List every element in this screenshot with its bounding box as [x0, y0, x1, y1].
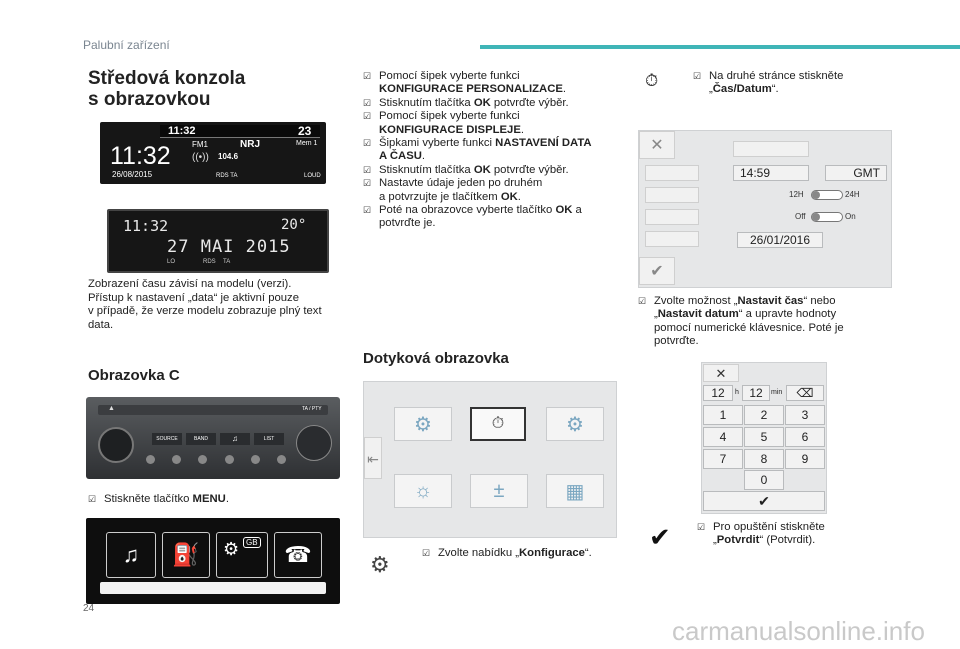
key-8[interactable]: 8	[744, 449, 784, 469]
segment-rds: RDS	[203, 259, 216, 265]
label-off: Off	[795, 212, 806, 221]
section-title: Palubní zařízení	[83, 38, 170, 52]
gmt-button[interactable]: GMT	[825, 165, 887, 181]
key-9[interactable]: 9	[785, 449, 825, 469]
source-button[interactable]: SOURCE	[152, 433, 182, 445]
hours-field[interactable]: 12	[703, 385, 733, 401]
close-icon[interactable]: ✕	[703, 364, 739, 382]
back-icon[interactable]: ⇤	[364, 437, 382, 479]
segment-date: 27 MAI 2015	[167, 237, 291, 257]
band-button[interactable]: BAND	[186, 433, 216, 445]
time-date-symbol-icon: ⏱	[645, 71, 659, 90]
screen-c-title: Obrazovka C	[88, 367, 180, 384]
numeric-keypad-screen	[701, 362, 827, 514]
loud: LOUD	[304, 173, 321, 179]
frequency: 104.6	[218, 152, 239, 161]
units-icon[interactable]: ±	[470, 474, 528, 508]
fuel-icon[interactable]: ⛽	[162, 532, 210, 578]
touch-config-screen	[363, 381, 617, 538]
checkmark-icon: ✔	[649, 522, 671, 552]
signal-icon: ((•))	[192, 152, 209, 163]
minutes-unit: min	[771, 389, 783, 396]
date-field[interactable]: 26/01/2016	[737, 232, 823, 248]
display-brightness-icon[interactable]: ☼	[394, 474, 452, 508]
label-on: On	[845, 212, 856, 221]
hours-unit: h	[735, 389, 739, 396]
display-radio-clock	[100, 122, 326, 184]
touch-title: Dotyková obrazovka	[363, 350, 509, 367]
top-field[interactable]	[733, 141, 809, 157]
key-1[interactable]: 1	[703, 405, 743, 425]
navigation-dial[interactable]	[296, 425, 332, 461]
clock-date: 26/08/2015	[112, 170, 153, 179]
confirm-step: ☑ Pro opuštění stiskněte „Potvrdit“ (Potvrdit).	[697, 521, 937, 548]
toggle-off-on[interactable]	[811, 212, 843, 222]
segment-ta: TA	[223, 259, 231, 265]
side-button-3[interactable]	[645, 209, 699, 225]
band: FM1	[192, 140, 208, 149]
confirm-check-icon[interactable]: ✔	[639, 257, 675, 285]
set-time-step: ☑ Zvolte možnost „Nastavit čas“ nebo „Nastavit datum“ a upravte hodnoty pomocí numerické klávesnice. Poté je potvrďte.	[638, 295, 888, 349]
label-12h: 12H	[789, 190, 804, 199]
key-3[interactable]: 3	[785, 405, 825, 425]
top-clock: 11:32	[168, 125, 196, 137]
music-button-icon[interactable]: ♫	[220, 433, 250, 445]
menu-step: ☑ Stiskněte tlačítko MENU.	[88, 493, 338, 506]
eject-icon[interactable]: ▲	[108, 405, 115, 412]
language-icon[interactable]: ⚙	[546, 407, 604, 441]
preset-buttons	[146, 455, 286, 465]
page-title: Středová konzola s obrazovkou	[88, 68, 246, 110]
side-button-1[interactable]	[645, 165, 699, 181]
config-menu-step: ☑ Zvolte nabídku „Konfigurace“.	[422, 547, 622, 560]
side-button-2[interactable]	[645, 187, 699, 203]
confirm-check-icon[interactable]: ✔	[703, 491, 825, 511]
menu-screen	[86, 518, 340, 604]
list-button[interactable]: LIST	[254, 433, 284, 445]
display-segment-clock	[107, 209, 329, 273]
time-date-step: ☑ Na druhé stránce stiskněte „Čas/Datum“.	[693, 70, 933, 97]
key-7[interactable]: 7	[703, 449, 743, 469]
close-icon[interactable]: ✕	[639, 131, 675, 159]
time-date-icon[interactable]: ⏱	[470, 407, 526, 441]
backspace-icon[interactable]: ⌫	[786, 385, 824, 401]
time-date-screen	[638, 130, 892, 288]
config-steps: ☑ Pomocí šipek vyberte funkci KONFIGURACE PERSONALIZACE. ☑ Stisknutím tlačítka OK potvrďte výběr. ☑ Pomocí šipek vyberte funkci KONFIGURACE DISPLEJE. ☑ Šipkami vyberte funkci NASTAVENÍ DATA A ČASU. ☑ Stisknutím tlačítka OK potvrďte výběr. ☑ Nastavte údaje jeden po druhém a potvrzujte je tlačítkem OK. ☑ Poté na obrazovce vyberte tlačítko OK a potvrďte je.	[363, 70, 613, 231]
key-2[interactable]: 2	[744, 405, 784, 425]
label-24h: 24H	[845, 190, 860, 199]
segment-temp: 20°	[281, 217, 307, 233]
minutes-field[interactable]: 12	[742, 385, 770, 401]
note-text: Zobrazení času závisí na modelu (verzi). Přístup k nastavení „data“ je aktivní pouze v případě, že verze modelu zobrazuje plný text data.	[88, 278, 322, 331]
key-5[interactable]: 5	[744, 427, 784, 447]
segment-lo: LO	[167, 259, 176, 265]
memory: Mem 1	[296, 140, 318, 147]
ta-pty-button[interactable]: TA / PTY	[302, 406, 322, 412]
segment-time: 11:32	[123, 217, 169, 235]
watermark: carmanualsonline.info	[672, 616, 925, 646]
settings-gb-icon[interactable]: GB ⚙	[216, 532, 268, 578]
rds-ta: RDS TA	[216, 173, 238, 179]
page-number: 24	[83, 603, 95, 614]
station-name: NRJ	[240, 139, 261, 150]
side-button-4[interactable]	[645, 231, 699, 247]
time-field[interactable]: 14:59	[733, 165, 809, 181]
big-clock: 11:32	[110, 142, 171, 170]
calendar-icon[interactable]: ▦	[546, 474, 604, 508]
key-4[interactable]: 4	[703, 427, 743, 447]
key-0[interactable]: 0	[744, 470, 784, 490]
phone-icon[interactable]: ☎	[274, 532, 322, 578]
key-6[interactable]: 6	[785, 427, 825, 447]
toggle-12h-24h[interactable]	[811, 190, 843, 200]
header-bar	[480, 45, 960, 49]
volume-knob[interactable]	[98, 427, 134, 463]
temperature: 23	[298, 124, 312, 138]
menu-selection-bar	[100, 582, 326, 594]
media-icon[interactable]: ♫	[106, 532, 156, 578]
radio-faceplate	[86, 397, 340, 479]
settings-gear-icon: ⚙	[370, 552, 390, 577]
settings-icon[interactable]: ⚙	[394, 407, 452, 441]
